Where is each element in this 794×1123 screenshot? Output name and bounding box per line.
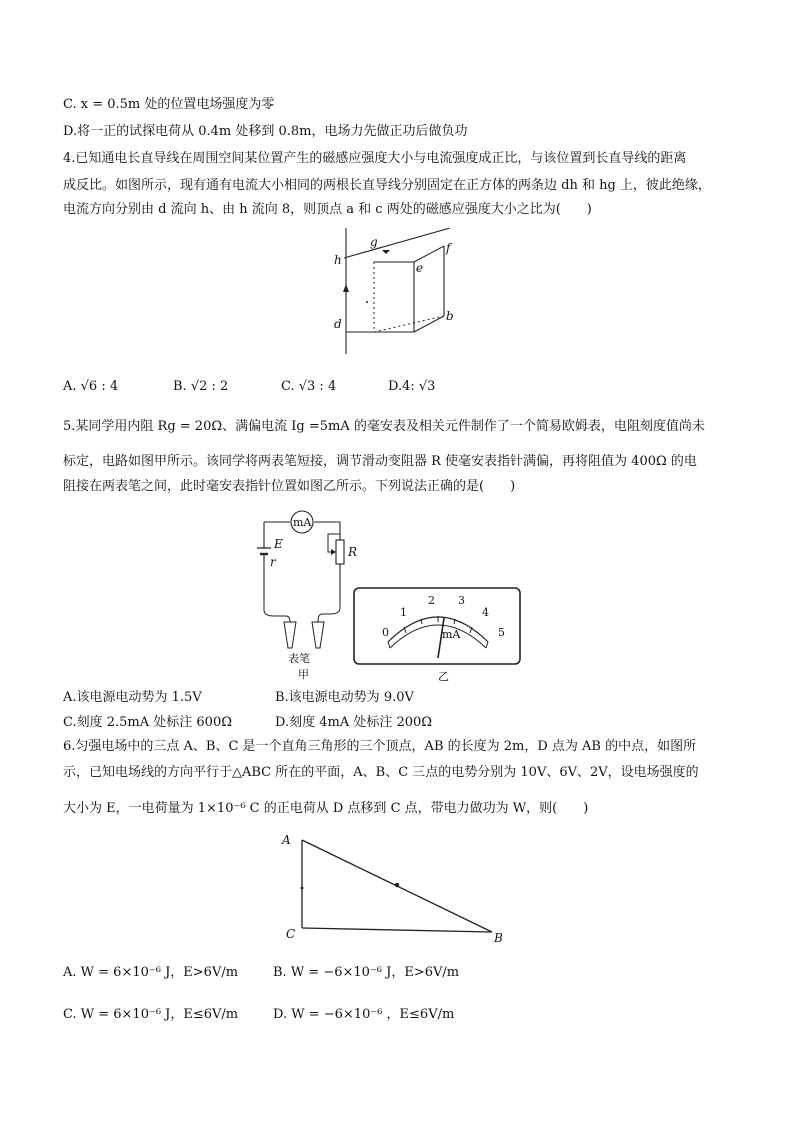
label-R: R bbox=[348, 545, 358, 559]
meter-figure bbox=[352, 586, 524, 682]
label-E: E bbox=[274, 537, 283, 551]
q4-option-a: A. √6 : 4 bbox=[63, 379, 119, 394]
probes-label: 表笔 bbox=[288, 652, 310, 665]
meter-tick-4: 4 bbox=[482, 606, 489, 619]
label-C: C bbox=[286, 927, 296, 941]
q5-option-d: D.刻度 4mA 处标注 200Ω bbox=[275, 715, 433, 730]
circuit-figure bbox=[250, 504, 360, 682]
triangle-figure bbox=[278, 828, 518, 948]
q6-option-c: C. W = 6×10⁻⁶ J，E≤6V/m bbox=[63, 1007, 239, 1022]
option-c-q3: C. x = 0.5m 处的位置电场强度为零 bbox=[63, 97, 275, 112]
q5-text-line3: 阻接在两表笔之间，此时毫安表指针位置如图乙所示。下列说法正确的是( ) bbox=[63, 479, 516, 494]
q6-option-b: B. W = −6×10⁻⁶ J，E>6V/m bbox=[273, 965, 460, 980]
q4-text-line3: 电流方向分别由 d 流向 h、由 h 流向 8，则顶点 a 和 c 两处的磁感应强度大小之比为( ) bbox=[63, 202, 592, 217]
probe-right-icon bbox=[312, 622, 324, 648]
meter-tick-3: 3 bbox=[458, 594, 465, 607]
q5-option-b: B.该电源电动势为 9.0V bbox=[275, 690, 414, 705]
meter-tick-2: 2 bbox=[428, 594, 435, 607]
label-f: f bbox=[446, 241, 451, 255]
q6-text-line3: 大小为 E，一电荷量为 1×10⁻⁶ C 的正电荷从 D 点移到 C 点，带电力做功为 W，则( ) bbox=[63, 801, 589, 816]
label-h: h bbox=[334, 253, 342, 267]
meter-unit: mA bbox=[442, 628, 461, 641]
q5-options-row1 bbox=[63, 689, 663, 707]
q5-options-row2 bbox=[63, 714, 663, 732]
q4-option-d: D.4: √3 bbox=[388, 379, 436, 394]
figure-label-jia: 甲 bbox=[298, 668, 309, 681]
meter-tick-5: 5 bbox=[498, 626, 505, 639]
probe-left-icon bbox=[284, 622, 296, 648]
meter-label: mA bbox=[293, 516, 312, 529]
option-d-q3: D.将一正的试探电荷从 0.4m 处移到 0.8m，电场力先做正功后做负功 bbox=[63, 124, 468, 139]
label-g: g bbox=[370, 235, 378, 249]
meter-tick-1: 1 bbox=[400, 606, 407, 619]
q4-option-c: C. √3 : 4 bbox=[281, 379, 337, 394]
q6-options-row1 bbox=[63, 964, 663, 982]
cube-figure bbox=[330, 228, 470, 356]
q6-option-a: A. W = 6×10⁻⁶ J，E>6V/m bbox=[63, 965, 239, 980]
q4-options bbox=[63, 378, 663, 396]
q5-text-line1: 5.某同学用内阻 Rg = 20Ω、满偏电流 Ig =5mA 的毫安表及相关元件制作了一个简易欧姆表，电阻刻度值尚未 bbox=[63, 419, 705, 434]
q5-option-a: A.该电源电动势为 1.5V bbox=[63, 690, 202, 705]
q6-text-line1: 6.匀强电场中的三点 A、B、C 是一个直角三角形的三个顶点，AB 的长度为 2m，D 点为 AB 的中点，如图所 bbox=[63, 739, 697, 754]
q5-option-c: C.刻度 2.5mA 处标注 600Ω bbox=[63, 715, 232, 730]
q6-option-d: D. W = −6×10⁻⁶ ，E≤6V/m bbox=[273, 1007, 455, 1022]
q4-text-line2: 成反比。如图所示，现有通有电流大小相同的两根长直导线分别固定在正方体的两条边 dh 和 hg 上，彼此绝缘， bbox=[63, 178, 711, 193]
q4-option-b: B. √2 : 2 bbox=[173, 379, 229, 394]
rheostat-icon bbox=[336, 540, 344, 564]
point-D bbox=[395, 883, 399, 887]
meter-tick-0: 0 bbox=[382, 626, 389, 639]
label-b: b bbox=[446, 309, 454, 323]
label-B: B bbox=[494, 931, 503, 945]
label-r: r bbox=[270, 555, 276, 569]
label-A: A bbox=[282, 833, 291, 847]
label-d: d bbox=[334, 317, 342, 331]
figure-label-yi: 乙 bbox=[438, 670, 449, 682]
q6-text-line2: 示，已知电场线的方向平行于△ABC 所在的平面，A、B、C 三点的电势分别为 10V、6V、2V，设电场强度的 bbox=[63, 765, 699, 780]
q6-options-row2 bbox=[63, 1006, 663, 1024]
label-e: e bbox=[416, 261, 424, 275]
q5-text-line2: 标定，电路如图甲所示。该同学将两表笔短接，调节滑动变阻器 R 使毫安表指针满偏，再将阻值为 400Ω 的电 bbox=[63, 454, 697, 469]
q4-text-line1: 4.已知通电长直导线在周围空间某位置产生的磁感应强度大小与电流强度成正比，与该位置到长直导线的距离 bbox=[63, 151, 687, 166]
